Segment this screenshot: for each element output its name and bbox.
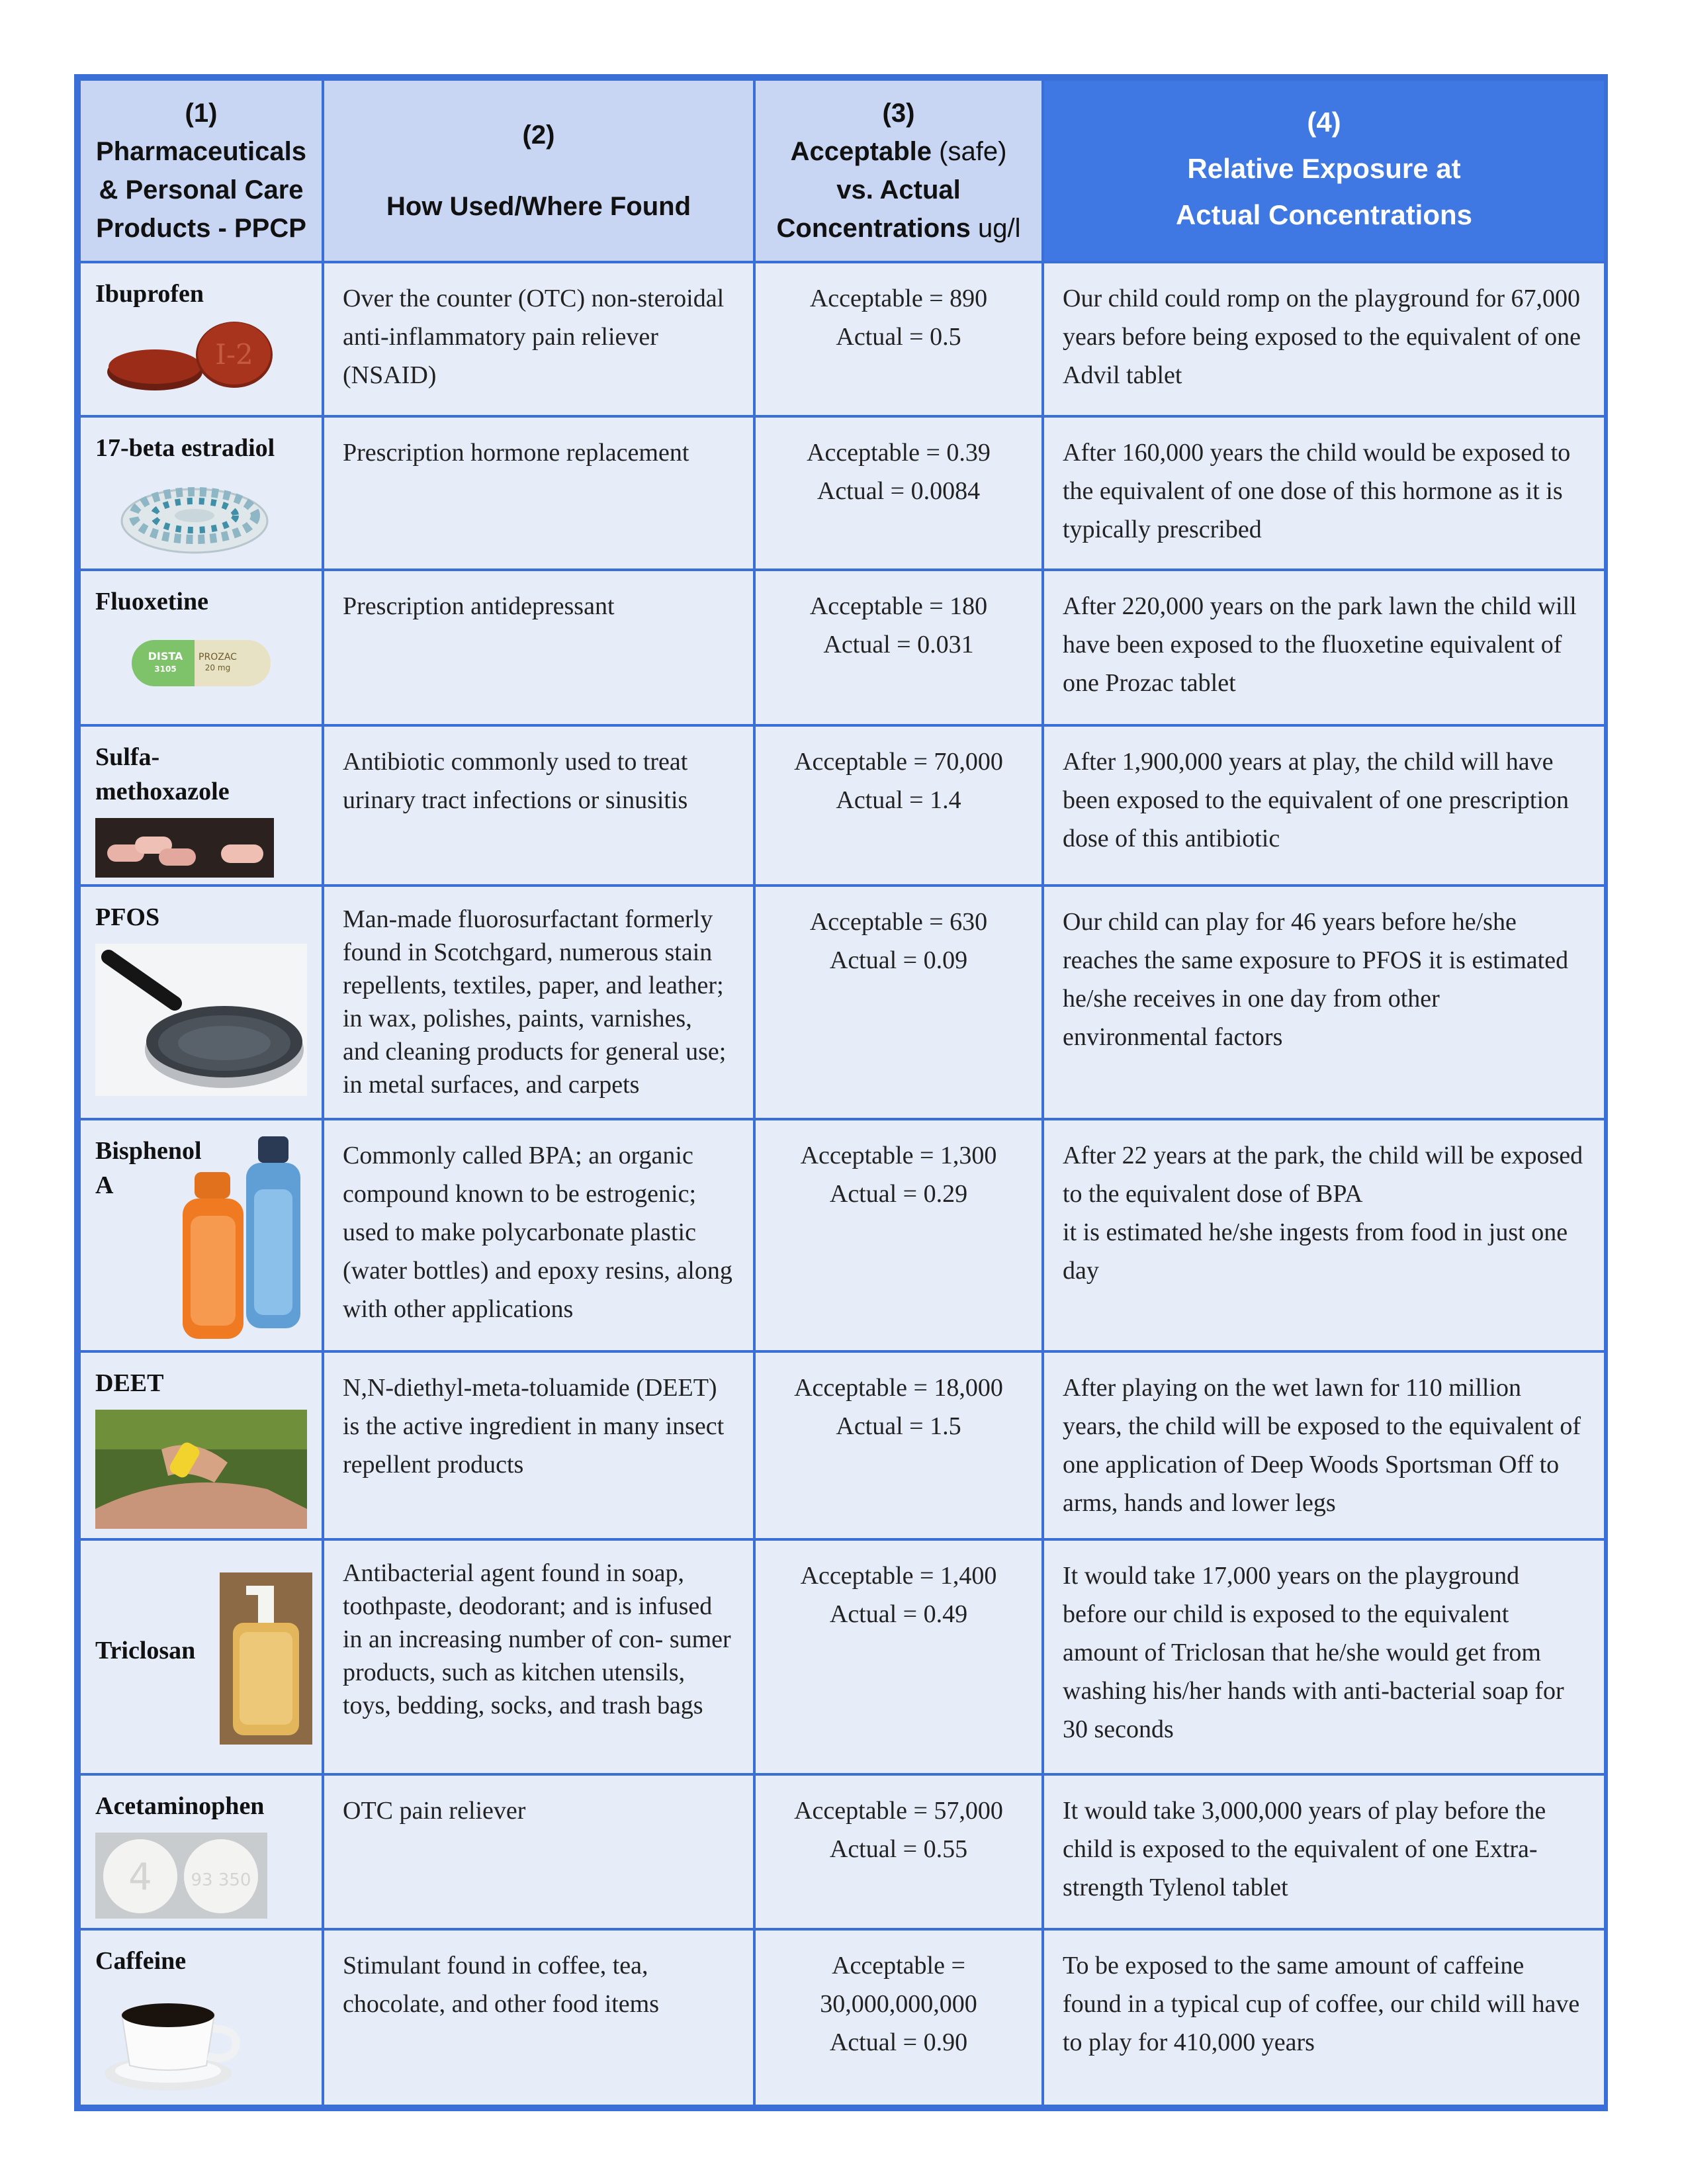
table-row (79, 1351, 1605, 1540)
table-row (79, 725, 1605, 886)
acceptable-value: Acceptable = 180 (809, 592, 988, 620)
header-exposure-line2: Actual Concentrations (1175, 199, 1473, 230)
svg-text:4: 4 (128, 1855, 152, 1899)
row-sulfamethoxazole-use: Antibiotic commonly used to treat urinary tract infections or sinusitis (323, 725, 754, 886)
product-name-line2: A (95, 1171, 114, 1199)
row-fluoxetine-concentrations (754, 570, 1043, 725)
svg-text:20 mg: 20 mg (204, 663, 231, 672)
header-concentrations (754, 79, 1043, 262)
product-name: Fluoxetine (95, 588, 208, 615)
product-name: Ibuprofen (95, 280, 204, 308)
svg-text:PROZAC: PROZAC (199, 652, 237, 662)
row-triclosan-exposure: It would take 17,000 years on the playground before our child is exposed to the equivalent amount of Triclosan that he/she would get from washing his/her hands with anti-bacterial soap for 30 seconds (1043, 1539, 1605, 1774)
table-row (79, 416, 1605, 570)
insect-repellent-spray-image (95, 1410, 307, 1529)
actual-value: Actual = 0.031 (823, 631, 974, 659)
acceptable-value: Acceptable = 70,000 (794, 747, 1003, 776)
header-how-used-number: (2) (522, 120, 555, 150)
header-ppcp-number: (1) (185, 99, 218, 128)
row-fluoxetine-name-cell (79, 570, 323, 725)
table-row (79, 1119, 1605, 1351)
header-exposure-number: (4) (1307, 107, 1341, 138)
acetaminophen-tablets-image (95, 1833, 267, 1919)
header-ppcp-line1: Pharmaceuticals (96, 137, 306, 166)
svg-text:3105: 3105 (154, 664, 177, 674)
actual-value: Actual = 1.5 (836, 1412, 961, 1440)
row-ibuprofen-name-cell (79, 262, 323, 416)
row-sulfamethoxazole-name-cell (79, 725, 323, 886)
header-conc-number: (3) (882, 99, 915, 128)
acceptable-value: Acceptable = 0.39 (807, 438, 991, 467)
header-ppcp-line3: Products - PPCP (96, 214, 306, 243)
acceptable-value: Acceptable = 18,000 (794, 1373, 1003, 1402)
water-bottles-image (180, 1130, 312, 1342)
actual-value: Actual = 0.09 (829, 946, 968, 975)
table-row (79, 1929, 1605, 2106)
product-name: PFOS (95, 903, 160, 932)
row-estradiol-name-cell (79, 416, 323, 570)
svg-text:93 350: 93 350 (191, 1870, 251, 1890)
row-estradiol-use: Prescription hormone replacement (323, 416, 754, 570)
header-exposure-line1: Relative Exposure at (1187, 153, 1461, 184)
ppcp-table-frame (74, 74, 1608, 2111)
product-name: Caffeine (95, 1947, 187, 1976)
header-relative-exposure (1043, 79, 1605, 262)
row-deet-name-cell (79, 1351, 323, 1540)
row-fluoxetine-exposure: After 220,000 years on the park lawn the child will have been exposed to the fluoxetine equivalent of one Prozac tablet (1043, 570, 1605, 725)
table-row (79, 1774, 1605, 1930)
exposure-line1: After 22 years at the park, the child will be exposed to the equivalent dose of BPA (1063, 1141, 1583, 1208)
product-name-line2: methoxazole (95, 777, 230, 805)
actual-value: Actual = 1.4 (836, 786, 961, 814)
row-bisphenol-name-cell (79, 1119, 323, 1351)
prozac-capsule-image (95, 628, 294, 701)
row-sulfamethoxazole-concentrations (754, 725, 1043, 886)
exposure-line2: it is estimated he/she ingests from food in just one day (1063, 1218, 1568, 1285)
acceptable-value: Acceptable = 630 (809, 908, 988, 936)
table-row (79, 886, 1605, 1119)
header-conc-acceptable: Acceptable (790, 137, 932, 166)
header-ppcp-line2: & Personal Care (99, 175, 304, 205)
row-fluoxetine-use: Prescription antidepressant (323, 570, 754, 725)
row-triclosan-concentrations (754, 1539, 1043, 1774)
estradiol-pill-pack-image (95, 475, 294, 561)
row-bisphenol-exposure (1043, 1119, 1605, 1351)
acceptable-value: Acceptable = 1,300 (800, 1141, 997, 1169)
frying-pan-image (95, 944, 307, 1096)
acceptable-value: Acceptable = 57,000 (794, 1796, 1003, 1825)
row-sulfamethoxazole-exposure: After 1,900,000 years at play, the child will have been exposed to the equivalent of one prescription dose of this antibiotic (1043, 725, 1605, 886)
row-estradiol-concentrations (754, 416, 1043, 570)
soap-dispenser-image (220, 1572, 312, 1745)
header-conc-unit: ug/l (977, 214, 1021, 243)
ppcp-exposure-table (78, 78, 1607, 2107)
row-pfos-use: Man-made fluorosurfactant formerly found in Scotchgard, numerous stain repellents, textiles, paper, and leather; in wax, polishes, paints, varnishes, and cleaning products for general use; in metal surfaces, and carpets (323, 886, 754, 1119)
header-how-used-title: How Used/Where Found (386, 192, 691, 221)
acceptable-value: Acceptable = 1,400 (800, 1562, 997, 1590)
row-deet-use: N,N-diethyl-meta-toluamide (DEET) is the active ingredient in many insect repellent products (323, 1351, 754, 1540)
row-ibuprofen-concentrations (754, 262, 1043, 416)
row-acetaminophen-use: OTC pain reliever (323, 1774, 754, 1930)
row-pfos-concentrations (754, 886, 1043, 1119)
product-name: DEET (95, 1369, 164, 1397)
row-bisphenol-use: Commonly called BPA; an organic compound known to be estrogenic; used to make polycarbonate plastic (water bottles) and epoxy resins, along with other applications (323, 1119, 754, 1351)
coffee-cup-image (95, 1987, 254, 2093)
svg-text:I-2: I-2 (215, 338, 253, 371)
actual-value: Actual = 0.49 (829, 1600, 968, 1629)
acceptable-value: Acceptable = 890 (809, 285, 988, 312)
sulfamethoxazole-tablets-image (95, 818, 274, 878)
product-name: Triclosan (95, 1637, 196, 1665)
actual-value: Actual = 0.0084 (817, 477, 981, 505)
table-row (79, 262, 1605, 416)
actual-value: Actual = 0.5 (836, 323, 961, 351)
table-row (79, 1539, 1605, 1774)
row-estradiol-exposure: After 160,000 years the child would be exposed to the equivalent of one dose of this hormone as it is typically prescribed (1043, 416, 1605, 570)
row-triclosan-name-cell (79, 1539, 323, 1774)
header-conc-safe: (safe) (939, 137, 1007, 166)
table-header-row (79, 79, 1605, 262)
acceptable-value: 30,000,000,000 (820, 1990, 977, 2019)
header-conc-concentrations: Concentrations (776, 214, 971, 243)
row-caffeine-name-cell (79, 1929, 323, 2106)
product-name-line1: Bisphenol (95, 1136, 202, 1165)
row-deet-concentrations (754, 1351, 1043, 1540)
row-triclosan-use: Antibacterial agent found in soap, toothpaste, deodorant; and is infused in an increasing number of con- sumer products, such as kitchen utensils, toys, bedding, socks, and trash bags (323, 1539, 754, 1774)
row-caffeine-concentrations (754, 1929, 1043, 2106)
acceptable-label: Acceptable = (832, 1952, 965, 1980)
ibuprofen-tablets-image (95, 320, 294, 400)
row-caffeine-exposure: To be exposed to the same amount of caffeine found in a typical cup of coffee, our child will have to play for 410,000 years (1043, 1929, 1605, 2106)
row-deet-exposure: After playing on the wet lawn for 110 million years, the child will be exposed to the equivalent of one application of Deep Woods Sportsman Off to arms, hands and lower legs (1043, 1351, 1605, 1540)
product-name: 17-beta estradiol (95, 433, 275, 462)
row-acetaminophen-concentrations (754, 1774, 1043, 1930)
header-ppcp (79, 79, 323, 262)
product-name: Acetaminophen (95, 1792, 265, 1820)
svg-text:DISTA: DISTA (148, 650, 183, 662)
actual-value: Actual = 0.90 (829, 2028, 968, 2057)
table-row (79, 570, 1605, 725)
row-caffeine-use: Stimulant found in coffee, tea, chocolate, and other food items (323, 1929, 754, 2106)
row-bisphenol-concentrations (754, 1119, 1043, 1351)
row-pfos-name-cell (79, 886, 323, 1119)
row-acetaminophen-name-cell (79, 1774, 323, 1930)
header-how-used (323, 79, 754, 262)
row-ibuprofen-exposure: Our child could romp on the playground for 67,000 years before being exposed to the equivalent of one Advil tablet (1043, 262, 1605, 416)
row-pfos-exposure: Our child can play for 46 years before he/she reaches the same exposure to PFOS it is estimated he/she receives in one day from other environmental factors (1043, 886, 1605, 1119)
actual-value: Actual = 0.29 (829, 1179, 968, 1208)
row-ibuprofen-use: Over the counter (OTC) non-steroidal anti-inflammatory pain reliever (NSAID) (323, 262, 754, 416)
product-name-line1: Sulfa- (95, 743, 160, 771)
actual-value: Actual = 0.55 (829, 1835, 968, 1863)
header-conc-vs-actual: vs. Actual (836, 175, 961, 205)
row-acetaminophen-exposure: It would take 3,000,000 years of play before the child is exposed to the equivalent of one Extra-strength Tylenol tablet (1043, 1774, 1605, 1930)
